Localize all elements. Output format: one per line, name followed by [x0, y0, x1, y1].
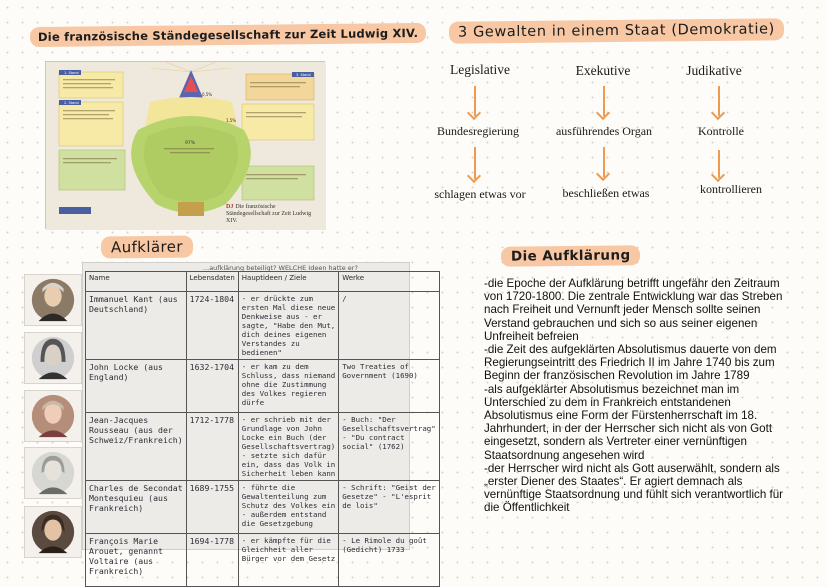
gewalt-legislative: Legislative: [450, 62, 510, 77]
organ-legislative: Bundesregierung: [437, 124, 519, 138]
arrow-exekutive-2: [603, 147, 605, 177]
organ-judikative: Kontrolle: [698, 124, 744, 138]
gewalt-judikative: Judikative: [686, 63, 742, 78]
organ-exekutive: ausführendes Organ: [555, 124, 653, 138]
badge-dj: DJ: [226, 204, 234, 210]
table-row: [86, 481, 440, 534]
header-lebensdaten: Lebensdaten: [186, 272, 238, 292]
cell-ideas: - er schrieb mit der Grundlage von John Locke ein Buch (der Gesellschaftsvertrag) - setzte sich dafür ein, dass das Volk in Sicherheit leben kann: [238, 413, 338, 481]
cell-works: /: [339, 292, 439, 360]
portrait-voltaire: [24, 506, 82, 558]
portrait-rousseau: [24, 390, 82, 442]
label-percent-adel: 1,5%: [226, 118, 237, 123]
task-legislative: schlagen etwas vor: [434, 187, 526, 201]
cell-works: Two Treaties of Government (1690): [339, 360, 439, 413]
cell-dates: 1724-1804: [186, 292, 238, 360]
header-name: Name: [86, 272, 187, 292]
table-row: [86, 413, 440, 481]
table-row: [86, 534, 440, 587]
cell-name: Jean-Jacques Rousseau (aus der Schweiz/Frankreich): [86, 413, 187, 481]
arrow-legislative-1: [474, 86, 476, 116]
portrait-locke: [24, 332, 82, 384]
table-row: [86, 360, 440, 413]
portrait-montesquieu: [24, 447, 82, 499]
gewalten-title: 3 Gewalten in einem Staat (Demokratie): [449, 18, 784, 44]
cell-dates: 1689-1755: [186, 481, 238, 534]
arrow-exekutive-1: [603, 86, 605, 116]
aufklaerung-paragraph: -die Epoche der Aufklärung betrifft ungefähr den Zeitraum von 1720-1800. Die zentrale Entwicklung war das Streben nach Freiheit und Vernunft jeder Mensch sollte seinen Verstand gebrauchen und sich so aus seiner eigenen Unfreiheit befreien: [484, 277, 783, 343]
label-percent-main: 97%: [185, 141, 196, 146]
staendegesellschaft-title: Die französische Ständegesellschaft zur Zeit Ludwig XIV.: [30, 23, 426, 47]
label-stand2: 2. Stand: [64, 101, 79, 105]
arrow-legislative-2: [474, 147, 476, 179]
cell-dates: 1632-1704: [186, 360, 238, 413]
aufklaerer-title: Aufklärer: [101, 236, 193, 259]
cell-ideas: - er drückte zum ersten Mal diese neue Denkweise aus - er sagte, "Habe den Mut, dich deines eigenen Verstandes zu bedienen": [238, 292, 338, 360]
label-stand1: 1. Stand: [64, 71, 79, 75]
aufklaerung-paragraph: -der Herrscher wird nicht als Gott auserwählt, sondern als „erster Diener des Staates“. Er agiert demnach als vernünftige Staatsordnung und fühlt sich verantwortlich für die Öffentlichkeit: [484, 461, 784, 515]
table-row: [86, 292, 440, 360]
cell-dates: 1712-1778: [186, 413, 238, 481]
staende-caption: [226, 204, 318, 225]
cell-dates: 1694-1778: [186, 534, 238, 587]
aufklaerung-paragraph: -die Zeit des aufgeklärten Absolutismus dauerte von dem Regierungseintritt des Friedrich II im Jahre 1740 bis zum Beginn der französischen Revolution im Jahre 1789: [484, 343, 777, 383]
cell-name: Charles de Secondat Montesquieu (aus Frankreich): [86, 481, 187, 534]
portrait-kant: [24, 274, 82, 326]
label-stand3: 3. Stand: [296, 73, 311, 77]
label-percent-klerus: 0,5%: [202, 92, 213, 97]
cell-name: François Marie Arouet, genannt Voltaire (aus Frankreich): [86, 534, 187, 587]
header-werke: Werke: [339, 272, 439, 292]
aufklaerung-text: [484, 277, 788, 515]
staende-caption-text: Die französische Ständegesellschaft zur Zeit Ludwig XIV.: [226, 204, 312, 224]
aufklaerer-table-photo: [82, 262, 436, 576]
task-exekutive: beschließen etwas: [562, 186, 650, 200]
aufklaerung-paragraph: -als aufgeklärter Absolutismus bezeichnet man im Unterschied zu dem in Frankreich entstandenen Absolutismus eine Form der Fürstenherrschaft im 18. Jahrhundert, in der der Herrscher sich nicht als von Gott eingesetzt, sondern als Vertreter einer vernünftigen Staatsordnung angesehen wird: [484, 382, 773, 462]
cell-ideas: - er kämpfte für die Gleichheit aller Bürger vor dem Gesetz: [238, 534, 338, 587]
aufklaerung-title: Die Aufklärung: [501, 245, 641, 266]
aufklaerer-table: [85, 271, 440, 587]
arrow-judikative-1: [718, 86, 720, 116]
cell-ideas: - führte die Gewaltenteilung zum Schutz des Volkes ein - außerdem entstand die Gesetzgebung: [238, 481, 338, 534]
cell-name: John Locke (aus England): [86, 360, 187, 413]
task-judikative: kontrollieren: [700, 182, 762, 196]
cell-works: - Le Rimole du goût (Gedicht) 1733: [339, 534, 439, 587]
table-question: ...aufklärung beteiligt? WELCHE Ideen hatte er?: [203, 264, 358, 272]
arrow-judikative-2: [718, 150, 720, 178]
gewalt-exekutive: Exekutive: [575, 63, 631, 78]
cell-name: Immanuel Kant (aus Deutschland): [86, 292, 187, 360]
cell-works: - Schrift: "Geist der Gesetze" - "L'esprit de lois": [339, 481, 439, 534]
header-hauptideen: Hauptideen / Ziele: [238, 272, 338, 292]
cell-works: - Buch: "Der Gesellschaftsvertrag" - "Du contract social" (1762): [339, 413, 439, 481]
cell-ideas: - er kam zu dem Schluss, dass niemand ohne die Zustimmung des Volkes regieren dürfe: [238, 360, 338, 413]
